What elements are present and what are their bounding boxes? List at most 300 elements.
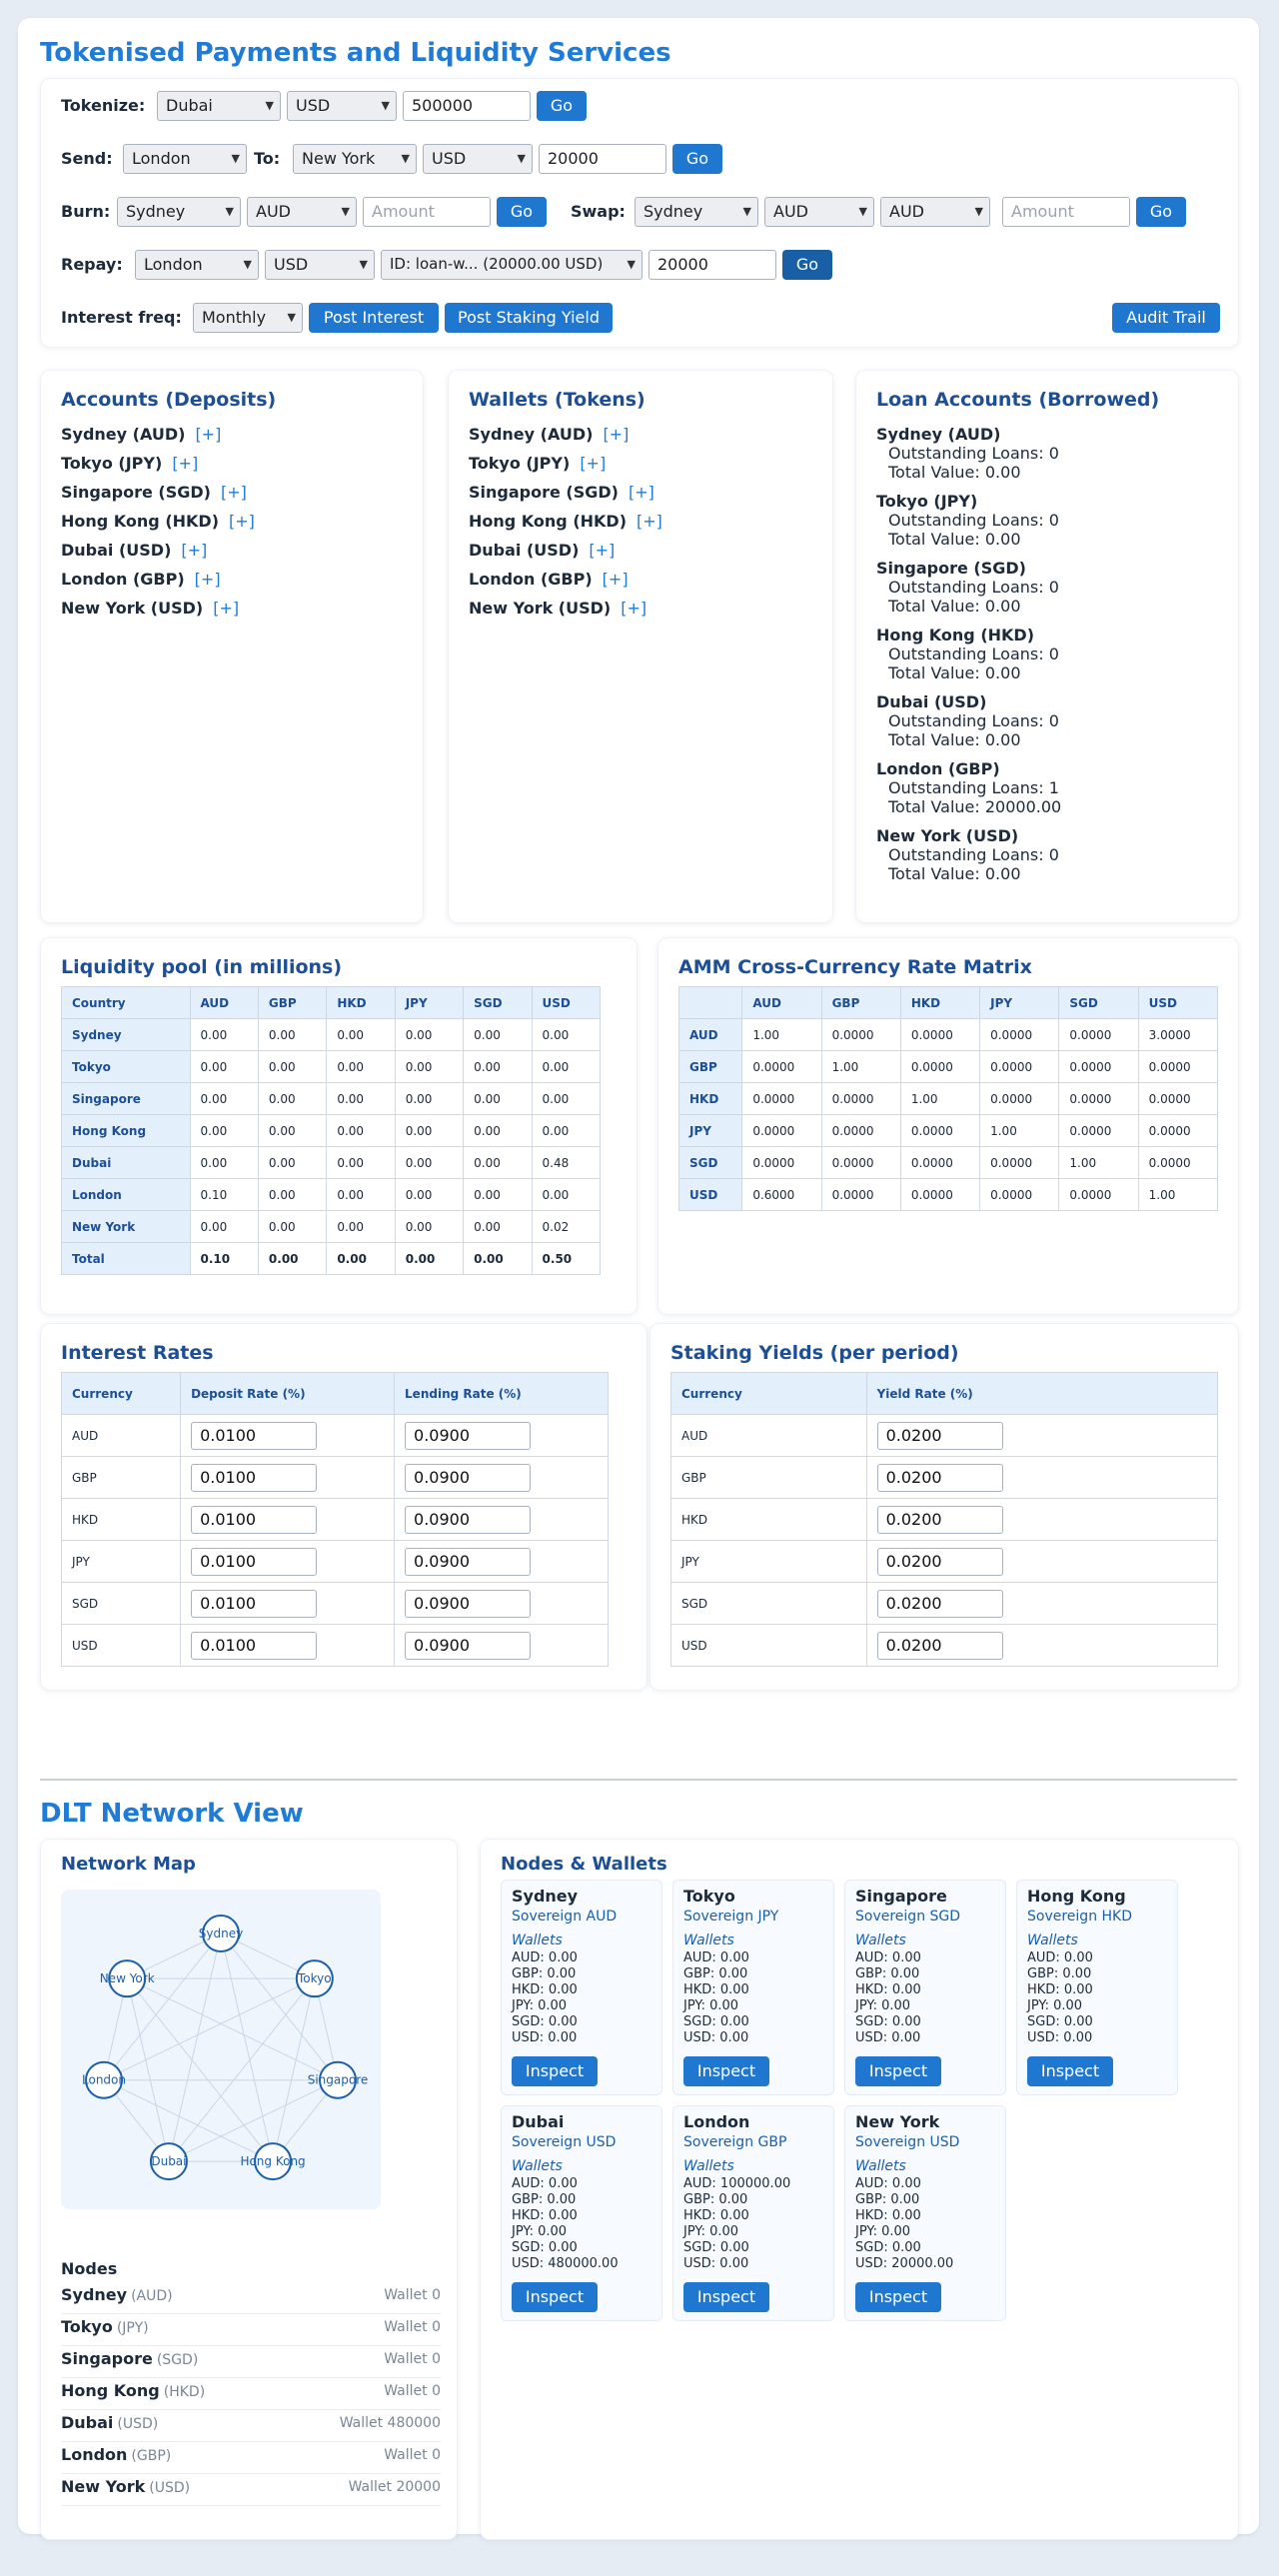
node-card-sovereign: Sovereign SGD [855, 1909, 961, 1925]
wallet-balance: SGD: 0.00 [855, 2240, 921, 2255]
table-row [62, 1541, 609, 1583]
table-cell[interactable] [866, 1415, 1217, 1457]
add-button[interactable]: [+] [602, 570, 629, 589]
row-header: USD [671, 1625, 867, 1667]
chevron-down-icon: ▼ [858, 205, 867, 218]
row-header: Singapore [62, 1083, 191, 1115]
table-cell: 0.00 [190, 1083, 258, 1115]
node-row-dubai [61, 2409, 441, 2442]
table-cell: 0.00 [327, 1019, 395, 1051]
table-cell: 0.00 [190, 1211, 258, 1243]
table-cell: 0.0000 [980, 1083, 1059, 1115]
table-cell: 0.00 [532, 1051, 600, 1083]
table-cell[interactable] [395, 1415, 609, 1457]
table-cell: 0.00 [327, 1083, 395, 1115]
inspect-button[interactable]: Inspect [512, 2282, 598, 2312]
node-name: New York [61, 2477, 146, 2496]
table-cell: 0.00 [258, 1211, 326, 1243]
table-row [679, 1083, 1218, 1115]
account-row-new-york-usd [61, 599, 239, 618]
chevron-down-icon: ▼ [287, 311, 296, 324]
table-cell[interactable] [181, 1625, 395, 1667]
loan-name-singapore-sgd: Singapore (SGD) [876, 559, 1026, 578]
node-wallet: Wallet 480000 [339, 2415, 441, 2431]
table-cell: 0.0000 [1138, 1147, 1217, 1179]
rate-input[interactable]: 0.0200 [877, 1548, 1003, 1576]
node-card-title: London [683, 2112, 750, 2131]
wallet-balance: AUD: 0.00 [855, 2176, 921, 2191]
add-button[interactable]: [+] [195, 425, 222, 444]
table-row [62, 1179, 601, 1211]
node-currency: (USD) [117, 2416, 159, 2432]
rate-input[interactable]: 0.0200 [877, 1422, 1003, 1450]
add-button[interactable]: [+] [589, 541, 616, 560]
send-go-button[interactable]: Go [672, 144, 722, 174]
interest-rates-table [61, 1372, 609, 1667]
rate-input[interactable]: 0.0200 [877, 1464, 1003, 1492]
node-card-sovereign: Sovereign JPY [683, 1909, 779, 1925]
account-name: London (GBP) [61, 570, 185, 589]
table-cell[interactable] [181, 1499, 395, 1541]
node-card-title: Dubai [512, 2112, 565, 2131]
swap-label: Swap: [571, 202, 626, 221]
node-card-new-york [844, 2105, 1006, 2321]
node-name: Hong Kong [61, 2381, 160, 2400]
tokenize-city-select[interactable]: Dubai ▼ [157, 91, 281, 121]
wallet-balance: JPY: 0.00 [855, 1998, 911, 2013]
table-cell: 0.00 [395, 1019, 463, 1051]
row-header: HKD [679, 1083, 742, 1115]
rate-input[interactable]: 0.0100 [191, 1548, 317, 1576]
table-cell: 0.00 [395, 1211, 463, 1243]
loan-total-value: Total Value: 0.00 [888, 463, 1021, 482]
loan-outstanding: Outstanding Loans: 0 [888, 711, 1059, 730]
node-name: Singapore [61, 2349, 153, 2368]
wallet-name: Hong Kong (HKD) [469, 512, 628, 531]
row-header: AUD [679, 1019, 742, 1051]
rate-input[interactable]: 0.0900 [405, 1506, 531, 1534]
wallet-row-singapore-sgd [469, 483, 654, 502]
header-yield-rate: Yield Rate (%) [866, 1373, 1217, 1415]
nodes-wallets-title: Nodes & Wallets [501, 1854, 667, 1875]
loan-total-value: Total Value: 0.00 [888, 730, 1021, 749]
add-button[interactable]: [+] [603, 425, 630, 444]
chevron-down-icon: ▼ [225, 205, 234, 218]
loan-name-new-york-usd: New York (USD) [876, 826, 1019, 845]
node-card-title: Sydney [512, 1887, 579, 1906]
wallet-balance: AUD: 0.00 [855, 1950, 921, 1965]
table-cell[interactable] [181, 1583, 395, 1625]
tokenize-label: Tokenize: [61, 96, 146, 115]
add-button[interactable]: [+] [172, 454, 199, 473]
wallet-balance: GBP: 0.00 [512, 1966, 577, 1981]
rate-input[interactable]: 0.0100 [191, 1506, 317, 1534]
table-row [62, 1083, 601, 1115]
swap-to-select[interactable]: AUD ▼ [880, 197, 990, 227]
node-card-tokyo [672, 1880, 834, 2095]
table-row [671, 1583, 1218, 1625]
wallet-name: Tokyo (JPY) [469, 454, 571, 473]
section-divider [40, 1779, 1237, 1781]
staking-panel [649, 1323, 1239, 1691]
rate-input[interactable]: 0.0100 [191, 1632, 317, 1660]
row-header: GBP [62, 1457, 181, 1499]
wallet-balance: USD: 0.00 [683, 2256, 749, 2271]
wallet-row-dubai-usd [469, 541, 615, 560]
table-row [62, 1625, 609, 1667]
row-header: Hong Kong [62, 1115, 191, 1147]
table-cell: 0.0000 [1138, 1115, 1217, 1147]
account-name: Hong Kong (HKD) [61, 512, 220, 531]
chevron-down-icon: ▼ [627, 258, 636, 271]
rate-input[interactable]: 0.0100 [191, 1464, 317, 1492]
add-button[interactable]: [+] [213, 599, 240, 618]
add-button[interactable]: [+] [637, 512, 662, 531]
node-wallet: Wallet 0 [384, 2447, 441, 2463]
header-jpy: JPY [980, 987, 1059, 1019]
table-cell: 0.00 [258, 1179, 326, 1211]
page-title: Tokenised Payments and Liquidity Services [40, 38, 671, 68]
rate-input[interactable]: 0.0900 [405, 1464, 531, 1492]
chevron-down-icon: ▼ [359, 258, 368, 271]
loan-total-value: Total Value: 0.00 [888, 663, 1021, 682]
chevron-down-icon: ▼ [401, 152, 410, 165]
row-header: HKD [62, 1499, 181, 1541]
node-name: Dubai [61, 2413, 114, 2432]
rate-input[interactable]: 0.0200 [877, 1590, 1003, 1618]
wallet-balance: JPY: 0.00 [512, 2224, 568, 2239]
repay-label: Repay: [61, 255, 123, 274]
row-header: GBP [679, 1051, 742, 1083]
loan-name-london-gbp: London (GBP) [876, 759, 1000, 778]
loan-total-value: Total Value: 0.00 [888, 530, 1021, 549]
interest-freq-label: Interest freq: [61, 308, 182, 327]
map-node-tokyo[interactable] [297, 1960, 333, 1996]
inspect-button[interactable]: Inspect [512, 2056, 598, 2086]
rate-input[interactable]: 0.0900 [405, 1548, 531, 1576]
table-cell: 0.00 [258, 1019, 326, 1051]
send-label: Send: [61, 149, 113, 168]
table-cell: 0.00 [464, 1211, 532, 1243]
nodes-title: Nodes [61, 2259, 118, 2278]
inspect-button[interactable]: Inspect [683, 2282, 769, 2312]
amm-title: AMM Cross-Currency Rate Matrix [678, 956, 1032, 978]
rate-input[interactable]: 0.0100 [191, 1422, 317, 1450]
add-button[interactable]: [+] [220, 483, 247, 502]
send-to-select[interactable]: New York ▼ [293, 144, 417, 174]
table-cell: 0.00 [395, 1179, 463, 1211]
send-amount-input[interactable]: 20000 [539, 144, 666, 174]
wallet-balance: JPY: 0.00 [512, 1998, 568, 2013]
wallet-balance: SGD: 0.00 [1027, 2014, 1093, 2029]
wallet-balance: SGD: 0.00 [683, 2014, 749, 2029]
tokenize-currency-select[interactable]: USD ▼ [287, 91, 397, 121]
wallet-balance: SGD: 0.00 [683, 2240, 749, 2255]
row-header: SGD [671, 1583, 867, 1625]
repay-currency-select[interactable]: USD ▼ [265, 250, 375, 280]
node-row-new-york [61, 2473, 441, 2506]
network-map [61, 1890, 381, 2209]
swap-city-select[interactable]: Sydney ▼ [635, 197, 758, 227]
table-row [62, 1147, 601, 1179]
table-cell: 0.0000 [980, 1051, 1059, 1083]
node-card-title: Tokyo [683, 1887, 735, 1906]
node-card-title: Singapore [855, 1887, 947, 1906]
node-card-title: Hong Kong [1027, 1887, 1126, 1906]
table-row [679, 1051, 1218, 1083]
table-cell: 0.00 [532, 1115, 600, 1147]
add-button[interactable]: [+] [580, 454, 607, 473]
table-cell: 0.00 [327, 1179, 395, 1211]
swap-amount-input[interactable]: Amount [1002, 197, 1130, 227]
add-button[interactable]: [+] [229, 512, 255, 531]
table-cell: 0.00 [190, 1147, 258, 1179]
rate-input[interactable]: 0.0200 [877, 1632, 1003, 1660]
loan-total-value: Total Value: 0.00 [888, 597, 1021, 616]
header-gbp: GBP [821, 987, 900, 1019]
wallet-row-sydney-aud [469, 425, 629, 444]
audit-trail-button[interactable]: Audit Trail [1112, 303, 1220, 333]
table-cell: 0.00 [395, 1115, 463, 1147]
node-currency: (AUD) [131, 2288, 173, 2304]
account-name: New York (USD) [61, 599, 204, 618]
node-card-dubai [501, 2105, 662, 2321]
wallet-balance: USD: 0.00 [855, 2030, 921, 2045]
table-row [62, 1051, 601, 1083]
node-wallet: Wallet 0 [384, 2287, 441, 2303]
wallet-balance: JPY: 0.00 [683, 1998, 739, 2013]
table-cell[interactable] [181, 1457, 395, 1499]
row-header: HKD [671, 1499, 867, 1541]
svg-text:Tokyo: Tokyo [298, 1971, 332, 1986]
header-currency: Currency [62, 1373, 181, 1415]
accounts-panel [40, 370, 424, 923]
rate-input[interactable]: 0.0900 [405, 1422, 531, 1450]
row-header: SGD [62, 1583, 181, 1625]
svg-text:London: London [82, 2072, 127, 2087]
send-from-select[interactable]: London ▼ [123, 144, 247, 174]
node-card-title: New York [855, 2112, 940, 2131]
table-cell: 0.0000 [1059, 1051, 1138, 1083]
row-header: USD [679, 1179, 742, 1211]
table-row [62, 1115, 601, 1147]
table-cell[interactable] [866, 1457, 1217, 1499]
wallet-balance: GBP: 0.00 [683, 2192, 748, 2207]
account-name: Dubai (USD) [61, 541, 172, 560]
node-card-sovereign: Sovereign HKD [1027, 1909, 1132, 1925]
table-cell: 0.00 [464, 1083, 532, 1115]
post-interest-button[interactable]: Post Interest [309, 303, 439, 333]
wallet-name: New York (USD) [469, 599, 612, 618]
send-currency-select[interactable]: USD ▼ [423, 144, 533, 174]
rate-input[interactable]: 0.0900 [405, 1632, 531, 1660]
tokenize-go-button[interactable]: Go [537, 91, 587, 121]
table-cell: 0.00 [258, 1051, 326, 1083]
repay-amount-input[interactable]: 20000 [648, 250, 776, 280]
row-header: AUD [62, 1415, 181, 1457]
rate-input[interactable]: 0.0200 [877, 1506, 1003, 1534]
wallet-balance: HKD: 0.00 [683, 1982, 749, 1997]
table-cell: 0.00 [464, 1051, 532, 1083]
liquidity-pool-title: Liquidity pool (in millions) [61, 956, 343, 978]
table-cell: 0.10 [190, 1179, 258, 1211]
add-button[interactable]: [+] [628, 483, 654, 502]
account-row-singapore-sgd [61, 483, 247, 502]
inspect-button[interactable]: Inspect [855, 2056, 941, 2086]
table-cell: 0.00 [190, 1115, 258, 1147]
table-cell: 0.00 [395, 1147, 463, 1179]
wallet-balance: GBP: 0.00 [512, 2192, 577, 2207]
account-name: Sydney (AUD) [61, 425, 186, 444]
table-cell: 0.00 [395, 1243, 463, 1275]
svg-text:Hong Kong: Hong Kong [240, 2154, 306, 2169]
row-header: JPY [671, 1541, 867, 1583]
loans-title: Loan Accounts (Borrowed) [876, 389, 1160, 411]
wallet-name: Sydney (AUD) [469, 425, 594, 444]
chevron-down-icon: ▼ [341, 205, 350, 218]
wallet-balance: USD: 480000.00 [512, 2256, 619, 2271]
table-cell[interactable] [395, 1457, 609, 1499]
table-cell: 0.0000 [742, 1147, 821, 1179]
table-cell[interactable] [181, 1541, 395, 1583]
burn-label: Burn: [61, 202, 111, 221]
loan-outstanding: Outstanding Loans: 0 [888, 845, 1059, 864]
table-cell: 0.0000 [900, 1051, 979, 1083]
nodes-wallets-panel [480, 1839, 1239, 2540]
loan-name-dubai-usd: Dubai (USD) [876, 692, 987, 711]
inspect-button[interactable]: Inspect [1027, 2056, 1113, 2086]
account-row-hong-kong-hkd [61, 512, 255, 531]
node-card-wallets-label: Wallets [512, 1932, 563, 1948]
table-cell: 0.0000 [900, 1179, 979, 1211]
table-cell: 0.0000 [821, 1115, 900, 1147]
table-cell[interactable] [866, 1625, 1217, 1667]
loan-total-value: Total Value: 20000.00 [888, 797, 1062, 816]
add-button[interactable]: [+] [621, 599, 647, 618]
loan-outstanding: Outstanding Loans: 0 [888, 578, 1059, 597]
table-cell: 0.0000 [821, 1083, 900, 1115]
table-cell: 0.0000 [980, 1179, 1059, 1211]
burn-currency-select[interactable]: AUD ▼ [247, 197, 357, 227]
table-cell[interactable] [395, 1625, 609, 1667]
node-card-sovereign: Sovereign GBP [683, 2134, 787, 2150]
node-card-sydney [501, 1880, 662, 2095]
table-row [62, 1415, 609, 1457]
table-cell[interactable] [866, 1499, 1217, 1541]
repay-go-button[interactable]: Go [782, 250, 832, 280]
burn-go-button[interactable]: Go [497, 197, 547, 227]
post-staking-yield-button[interactable]: Post Staking Yield [445, 303, 613, 333]
node-card-sovereign: Sovereign USD [855, 2134, 960, 2150]
wallet-balance: SGD: 0.00 [855, 2014, 921, 2029]
add-button[interactable]: [+] [194, 570, 221, 589]
add-button[interactable]: [+] [181, 541, 208, 560]
burn-amount-input[interactable]: Amount [363, 197, 491, 227]
account-name: Tokyo (JPY) [61, 454, 163, 473]
row-header: JPY [679, 1115, 742, 1147]
swap-go-button[interactable]: Go [1136, 197, 1186, 227]
table-cell: 0.00 [395, 1083, 463, 1115]
row-header: Dubai [62, 1147, 191, 1179]
table-cell: 0.00 [532, 1083, 600, 1115]
header-hkd: HKD [900, 987, 979, 1019]
wallet-balance: USD: 0.00 [683, 2030, 749, 2045]
wallet-row-london-gbp [469, 570, 629, 589]
table-row [671, 1415, 1218, 1457]
node-row-singapore [61, 2345, 441, 2378]
inspect-button[interactable]: Inspect [683, 2056, 769, 2086]
table-cell[interactable] [395, 1499, 609, 1541]
node-card-wallets-label: Wallets [855, 1932, 906, 1948]
wallet-row-new-york-usd [469, 599, 646, 618]
burn-city-select[interactable]: Sydney ▼ [117, 197, 241, 227]
table-cell: 0.0000 [900, 1147, 979, 1179]
loan-name-tokyo-jpy: Tokyo (JPY) [876, 492, 978, 511]
row-header: JPY [62, 1541, 181, 1583]
node-currency: (GBP) [131, 2448, 172, 2464]
svg-text:Dubai: Dubai [151, 2154, 187, 2169]
table-cell[interactable] [395, 1583, 609, 1625]
wallet-balance: SGD: 0.00 [512, 2240, 578, 2255]
repay-city-select[interactable]: London ▼ [135, 250, 259, 280]
table-cell[interactable] [866, 1583, 1217, 1625]
table-cell[interactable] [866, 1541, 1217, 1583]
header-deposit-rate: Deposit Rate (%) [181, 1373, 395, 1415]
wallet-row-hong-kong-hkd [469, 512, 662, 531]
header-aud: AUD [190, 987, 258, 1019]
table-cell: 0.00 [258, 1083, 326, 1115]
node-card-singapore [844, 1880, 1006, 2095]
amm-panel [657, 937, 1239, 1315]
wallet-balance: JPY: 0.00 [1027, 1998, 1083, 2013]
table-cell: 0.0000 [900, 1115, 979, 1147]
node-name: London [61, 2445, 128, 2464]
table-row [671, 1541, 1218, 1583]
table-row [671, 1457, 1218, 1499]
table-cell: 0.00 [327, 1115, 395, 1147]
interest-freq-select[interactable]: Monthly ▼ [193, 303, 303, 333]
table-cell: 0.00 [258, 1147, 326, 1179]
table-row [62, 1243, 601, 1275]
wallet-balance: HKD: 0.00 [512, 1982, 578, 1997]
tokenize-amount-input[interactable]: 500000 [403, 91, 531, 121]
row-header: Total [62, 1243, 191, 1275]
liquidity-pool-panel [40, 937, 638, 1315]
repay-loan-select[interactable]: ID: loan-w... (20000.00 USD) ▼ [381, 250, 642, 280]
row-header: London [62, 1179, 191, 1211]
wallet-balance: JPY: 0.00 [855, 2224, 911, 2239]
map-node-dubai[interactable] [151, 2143, 187, 2179]
table-cell[interactable] [181, 1415, 395, 1457]
wallet-balance: HKD: 0.00 [683, 2208, 749, 2223]
node-currency: (USD) [149, 2480, 191, 2496]
table-cell: 0.00 [327, 1211, 395, 1243]
inspect-button[interactable]: Inspect [855, 2282, 941, 2312]
swap-from-select[interactable]: AUD ▼ [764, 197, 874, 227]
table-cell: 1.00 [742, 1019, 821, 1051]
loans-panel [855, 370, 1239, 923]
node-currency: (HKD) [163, 2384, 206, 2400]
row-header: New York [62, 1211, 191, 1243]
table-cell[interactable] [395, 1541, 609, 1583]
wallet-balance: AUD: 0.00 [512, 1950, 578, 1965]
header-currency: Currency [671, 1373, 867, 1415]
rate-input[interactable]: 0.0900 [405, 1590, 531, 1618]
header-corner [679, 987, 742, 1019]
rate-input[interactable]: 0.0100 [191, 1590, 317, 1618]
accounts-title: Accounts (Deposits) [61, 389, 277, 411]
table-row [671, 1625, 1218, 1667]
